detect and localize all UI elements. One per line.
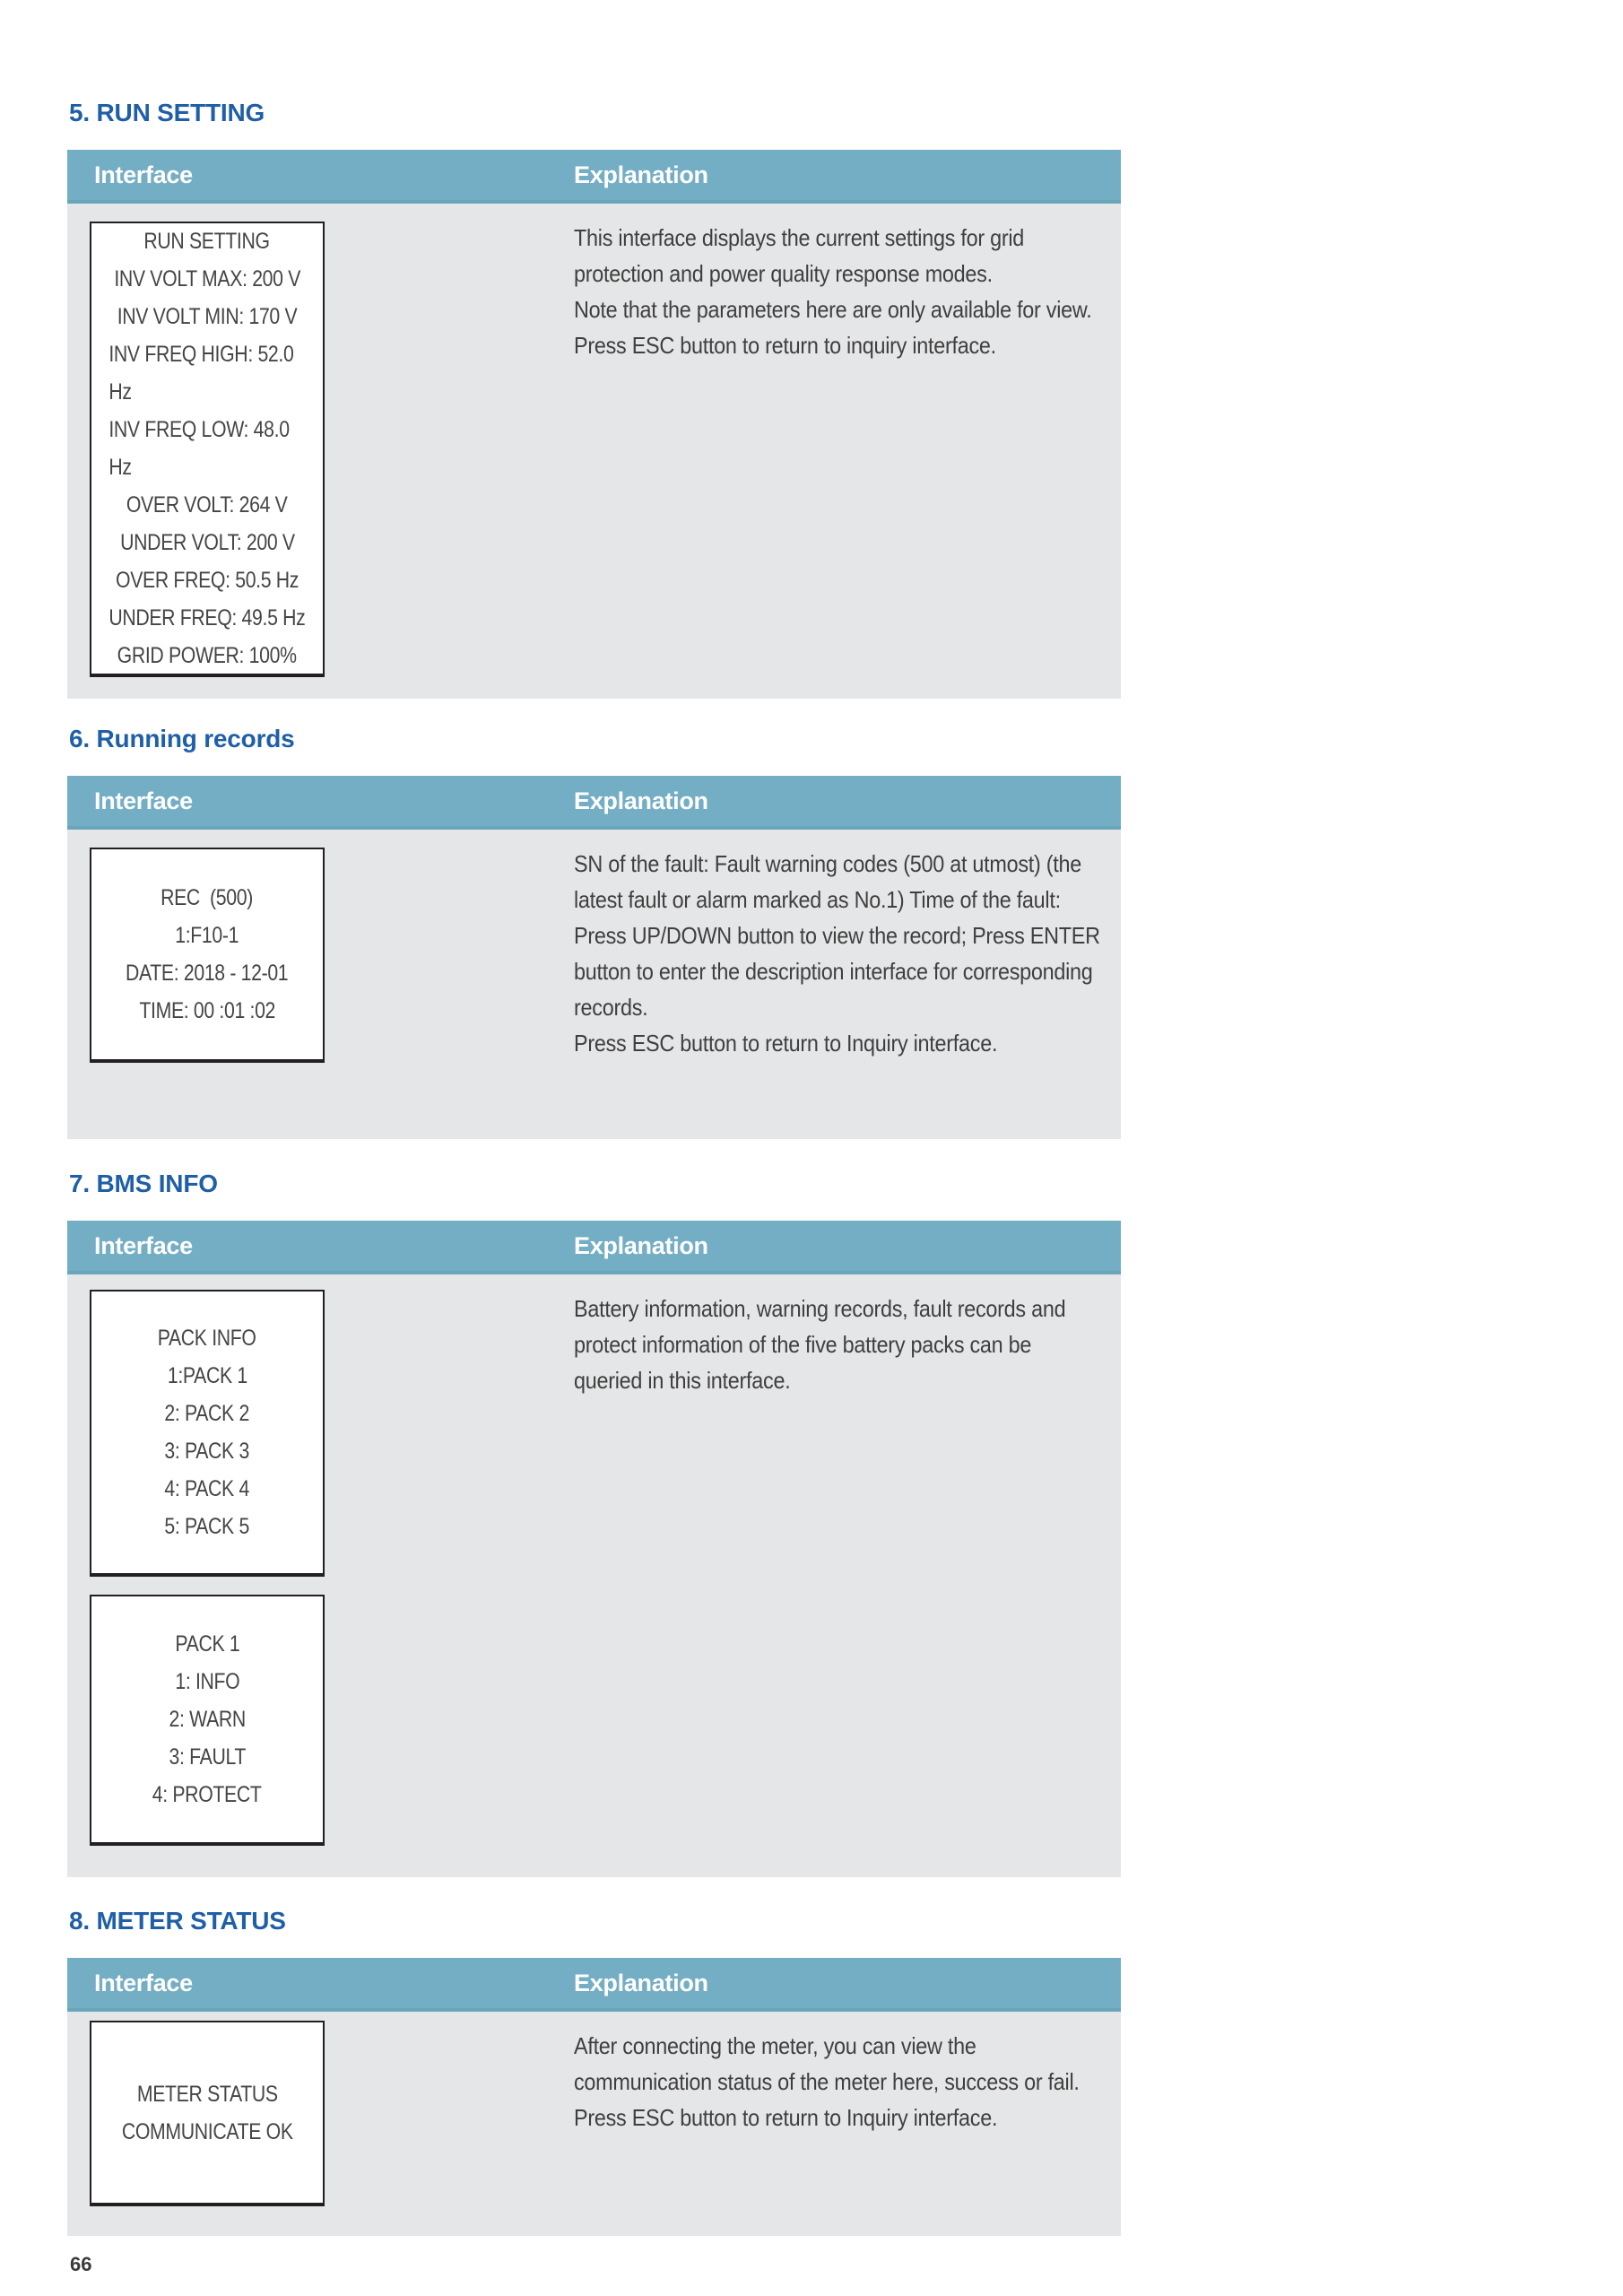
- lcd-line: 1:PACK 1: [167, 1363, 247, 1388]
- column-header-explanation: Explanation: [574, 1969, 708, 1996]
- interface-column: [67, 1274, 547, 1877]
- table-header-row: [67, 776, 1121, 830]
- lcd-line: DATE: 2018 - 12-01: [126, 961, 289, 986]
- interface-explanation-table: [67, 1221, 1121, 1877]
- explanation-paragraph: After connecting the meter, you can view the communication status of the meter here, success or fail. Press ESC button to return to Inquiry interface.: [574, 2032, 1080, 2131]
- lcd-line: REC (500): [161, 885, 254, 910]
- explanation-paragraph: Battery information, warning records, fault records and protect information of the five battery packs can be queried in this interface.: [574, 1295, 1066, 1394]
- lcd-line: OVER VOLT: 264 V: [126, 492, 288, 517]
- section-title: 7. BMS INFO: [69, 1170, 218, 1197]
- lcd-line: OVER FREQ: 50.5 Hz: [115, 568, 299, 593]
- explanation-paragraph: This interface displays the current settings for grid protection and power quality response modes.: [574, 224, 1025, 287]
- section-run-setting: [67, 100, 1121, 699]
- page-number: 66: [70, 2253, 92, 2275]
- lcd-screen-running-records: [90, 848, 325, 1063]
- interface-explanation-table: [67, 776, 1121, 1139]
- lcd-line: INV FREQ HIGH: 52.0 Hz: [108, 342, 299, 404]
- lcd-screen-run-setting: [90, 222, 325, 677]
- table-body: [67, 2012, 1121, 2236]
- column-header-interface: Interface: [94, 787, 193, 814]
- lcd-line: UNDER FREQ: 49.5 Hz: [108, 605, 306, 631]
- section-title: 6. Running records: [69, 725, 295, 752]
- explanation-paragraph: Press UP/DOWN button to view the record; Press ENTER button to enter the description interface for corresponding records.: [574, 922, 1100, 1021]
- lcd-line: PACK 1: [175, 1631, 239, 1657]
- table-body: [67, 830, 1121, 1139]
- lcd-line: 3: FAULT: [169, 1744, 246, 1770]
- lcd-line: TIME: 00 :01 :02: [139, 998, 275, 1023]
- lcd-screen-meter-status: [90, 2021, 325, 2206]
- explanation-paragraph: SN of the fault: Fault warning codes (500 at utmost) (the latest fault or alarm marked as No.1) Time of the fault:: [574, 850, 1082, 913]
- interface-explanation-table: [67, 1958, 1121, 2236]
- column-header-explanation: Explanation: [574, 787, 708, 814]
- explanation-column: [547, 204, 1179, 699]
- table-body: [67, 204, 1121, 699]
- lcd-line: COMMUNICATE OK: [121, 2118, 293, 2144]
- section-title: 8. METER STATUS: [69, 1907, 286, 1935]
- lcd-line: 2: WARN: [169, 1707, 246, 1732]
- interface-column: [67, 204, 547, 699]
- section-meter-status: [67, 1909, 1121, 2236]
- section-title: 5. RUN SETTING: [69, 99, 265, 126]
- table-header-row: [67, 150, 1121, 204]
- lcd-screen-pack-info: [90, 1290, 325, 1577]
- lcd-line: 4: PACK 4: [164, 1476, 250, 1501]
- column-header-interface: Interface: [94, 161, 193, 188]
- column-header-interface: Interface: [94, 1231, 193, 1259]
- lcd-line: UNDER VOLT: 200 V: [119, 530, 295, 555]
- explanation-paragraph: Note that the parameters here are only available for view.: [574, 296, 1092, 323]
- interface-column: [67, 830, 547, 1139]
- explanation-column: [547, 830, 1179, 1139]
- lcd-line: 3: PACK 3: [164, 1439, 250, 1464]
- column-header-explanation: Explanation: [574, 1231, 708, 1259]
- lcd-line: PACK INFO: [158, 1326, 256, 1351]
- explanation-paragraph: Press ESC button to return to inquiry interface.: [574, 332, 996, 359]
- lcd-line: INV VOLT MIN: 170 V: [117, 304, 298, 329]
- interface-explanation-table: [67, 150, 1121, 699]
- lcd-line: INV VOLT MAX: 200 V: [114, 266, 300, 291]
- table-header-row: [67, 1958, 1121, 2012]
- explanation-column: [547, 1274, 1179, 1877]
- column-header-interface: Interface: [94, 1969, 193, 1996]
- lcd-line: 1:F10-1: [175, 923, 239, 948]
- section-bms-info: [67, 1171, 1121, 1877]
- section-running-records: [67, 726, 1121, 1139]
- interface-column: [67, 2012, 547, 2236]
- lcd-line: RUN SETTING: [143, 229, 271, 254]
- lcd-line: 5: PACK 5: [164, 1514, 250, 1539]
- explanation-column: [547, 2012, 1179, 2236]
- table-header-row: [67, 1221, 1121, 1274]
- lcd-line: INV FREQ LOW: 48.0 Hz: [108, 417, 295, 480]
- lcd-line: METER STATUS: [136, 2081, 278, 2107]
- lcd-line: 2: PACK 2: [164, 1401, 250, 1426]
- lcd-line: 1: INFO: [174, 1669, 240, 1694]
- explanation-paragraph: Press ESC button to return to Inquiry interface.: [574, 1030, 998, 1057]
- lcd-screen-pack-1: [90, 1595, 325, 1846]
- column-header-explanation: Explanation: [574, 161, 708, 188]
- table-body: [67, 1274, 1121, 1877]
- lcd-line: 4: PROTECT: [152, 1782, 262, 1807]
- lcd-line: GRID POWER: 100%: [117, 643, 298, 668]
